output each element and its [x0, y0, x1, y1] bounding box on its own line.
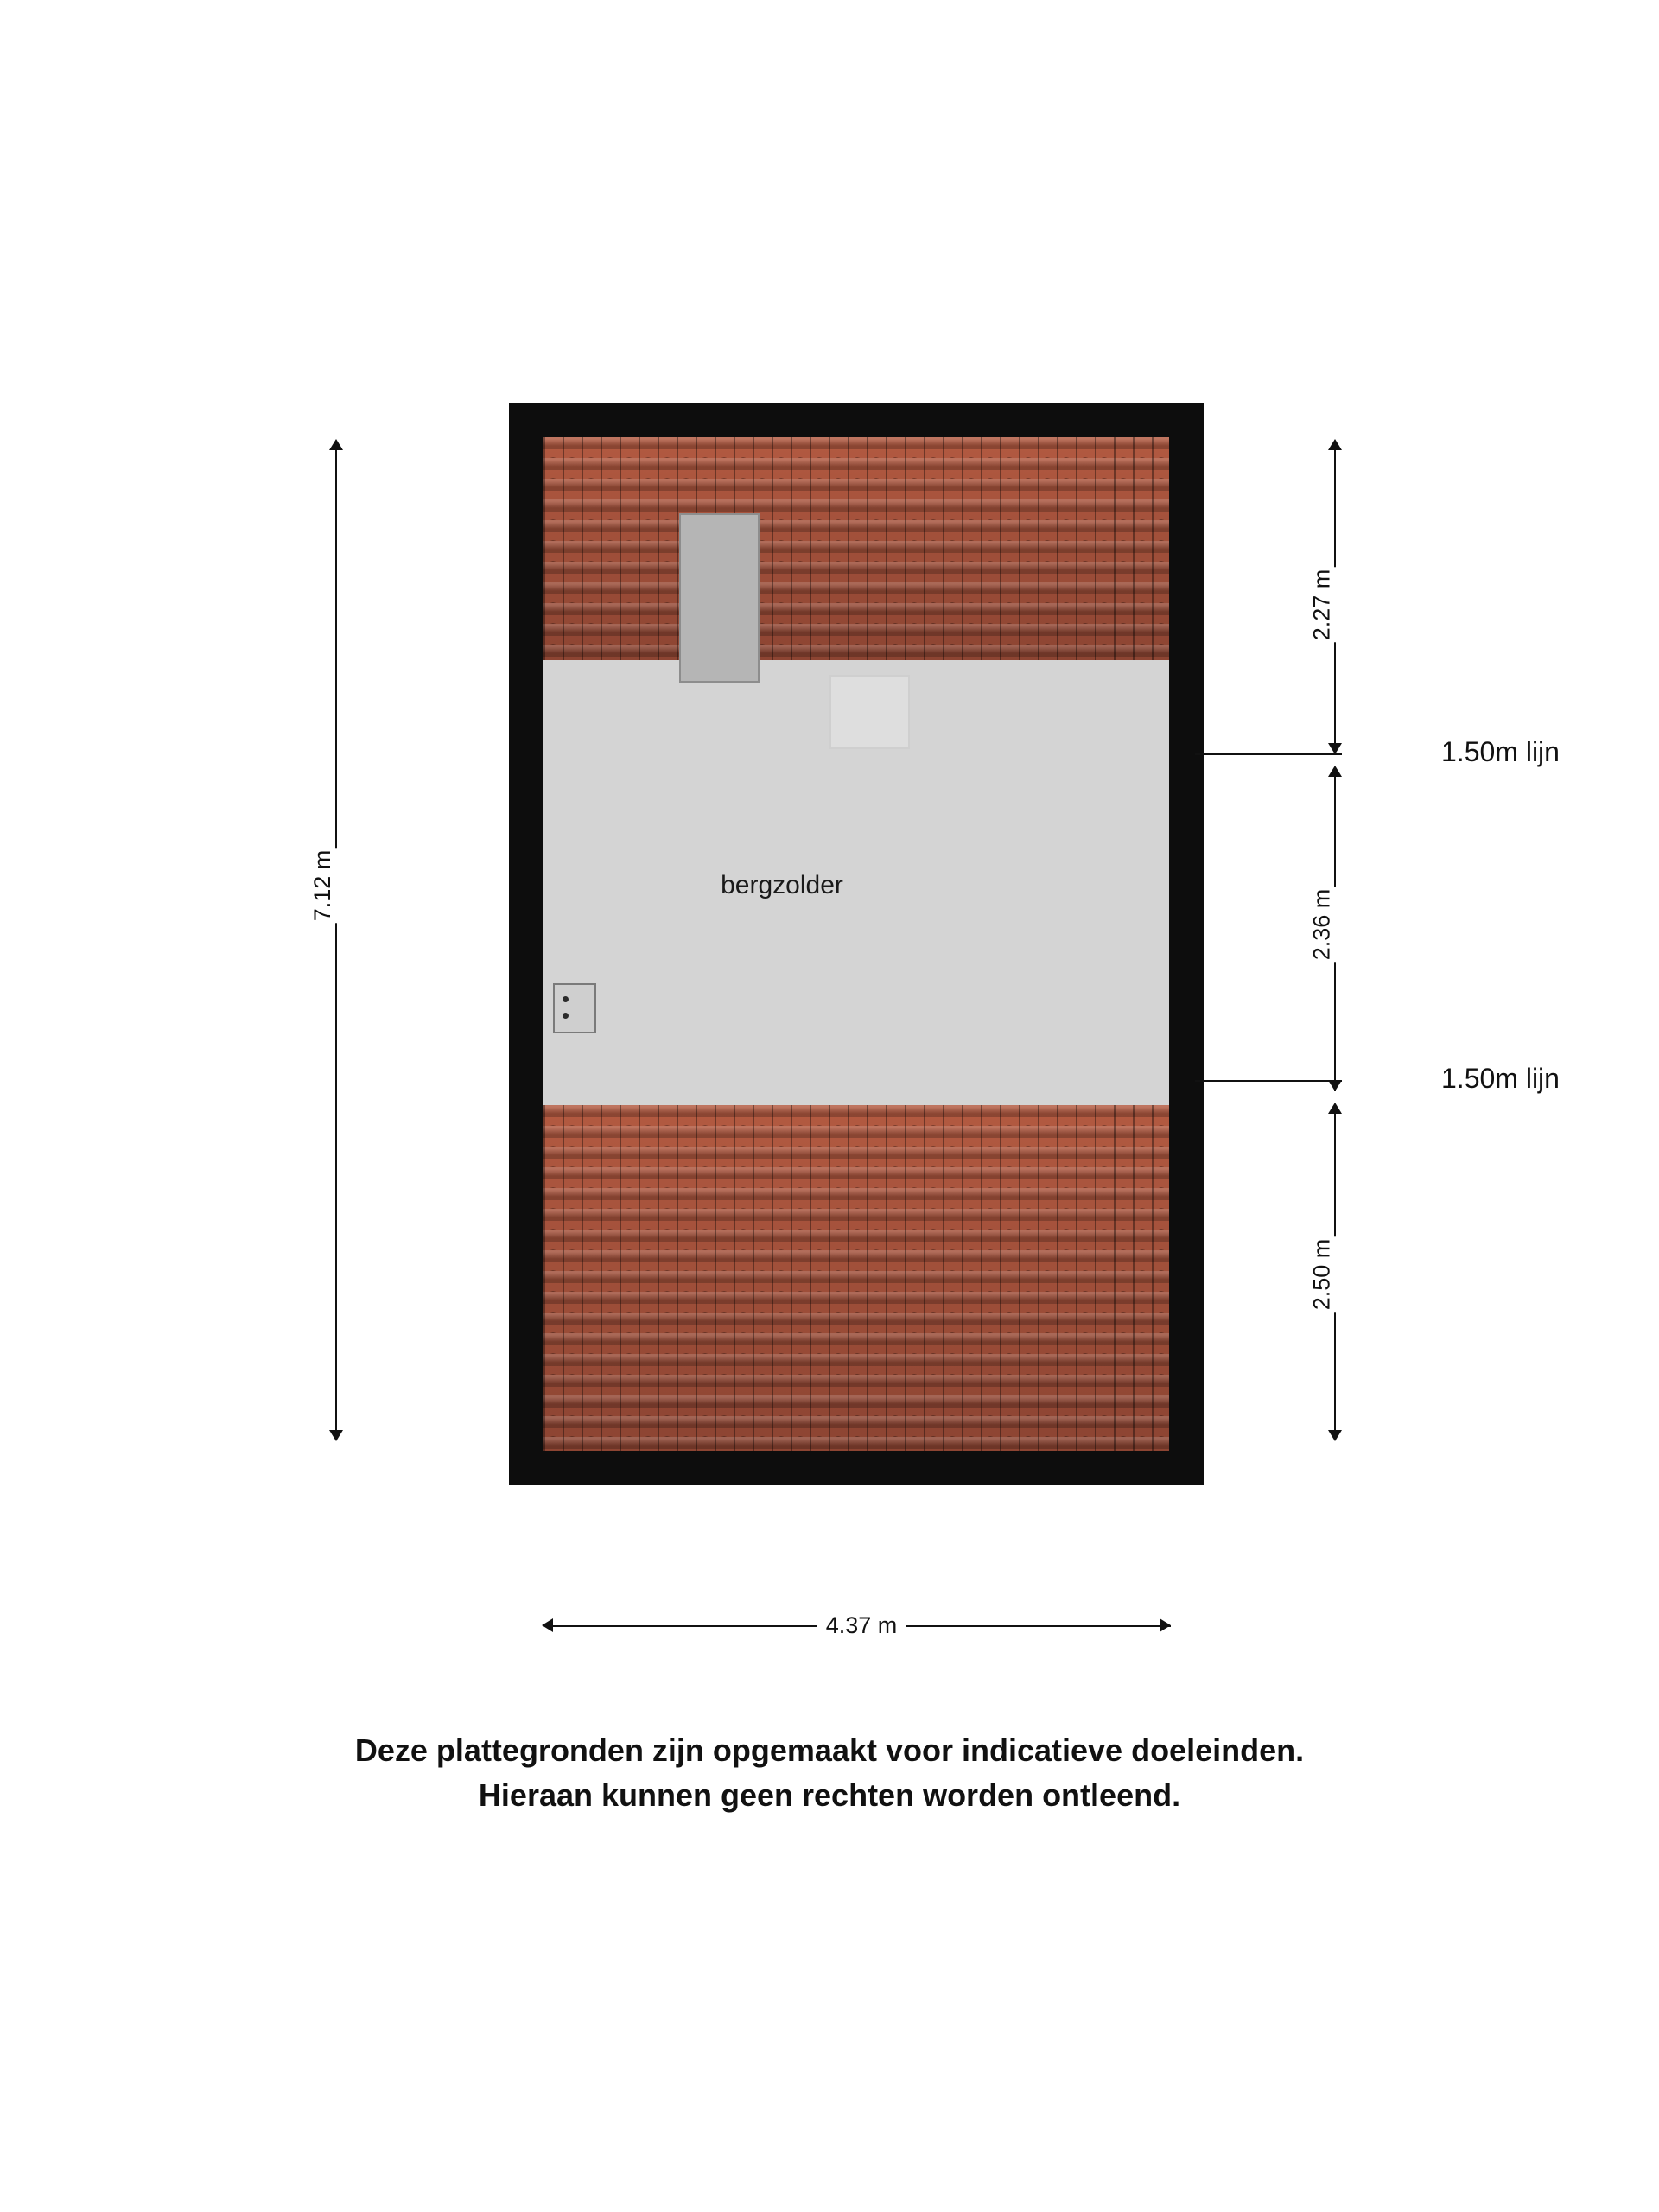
dim-arrow-left-bottom [329, 1430, 343, 1441]
skylight [830, 675, 910, 749]
dim-label-segment-middle: 2.36 m [1306, 887, 1339, 963]
roof-tiles-upper [543, 437, 1169, 660]
storage-box [679, 513, 760, 683]
disclaimer [0, 1728, 1659, 1818]
dim-arrow-width-left [542, 1618, 553, 1632]
attic-interior [543, 437, 1169, 1451]
disclaimer-line-2: Hieraan kunnen geen rechten worden ontleend. [478, 1777, 1181, 1814]
dim-line-left-overall [335, 445, 337, 1440]
leader-line-top [1195, 753, 1342, 755]
dim-label-segment-bottom: 2.50 m [1306, 1237, 1339, 1313]
room-label-bergzolder: bergzolder [721, 871, 843, 899]
panel-dot-upper [563, 996, 569, 1002]
dim-arrow-width-right [1160, 1618, 1171, 1632]
dim-label-segment-top: 2.27 m [1306, 568, 1339, 643]
disclaimer-line-1: Deze plattegronden zijn opgemaakt voor indicatieve doeleinden. [354, 1732, 1305, 1768]
label-150m-lijn-top: 1.50m lijn [1441, 736, 1560, 767]
dim-arrow-seg3-bottom [1328, 1430, 1342, 1441]
dim-label-overall-height: 7.12 m [306, 849, 340, 924]
leader-line-bottom [1195, 1080, 1342, 1082]
roof-tiles-lower [543, 1105, 1169, 1451]
dim-label-overall-width: 4.37 m [817, 1612, 906, 1639]
label-150m-lijn-bottom: 1.50m lijn [1441, 1063, 1560, 1094]
panel-dot-lower [563, 1013, 569, 1019]
electrical-panel [553, 983, 596, 1033]
